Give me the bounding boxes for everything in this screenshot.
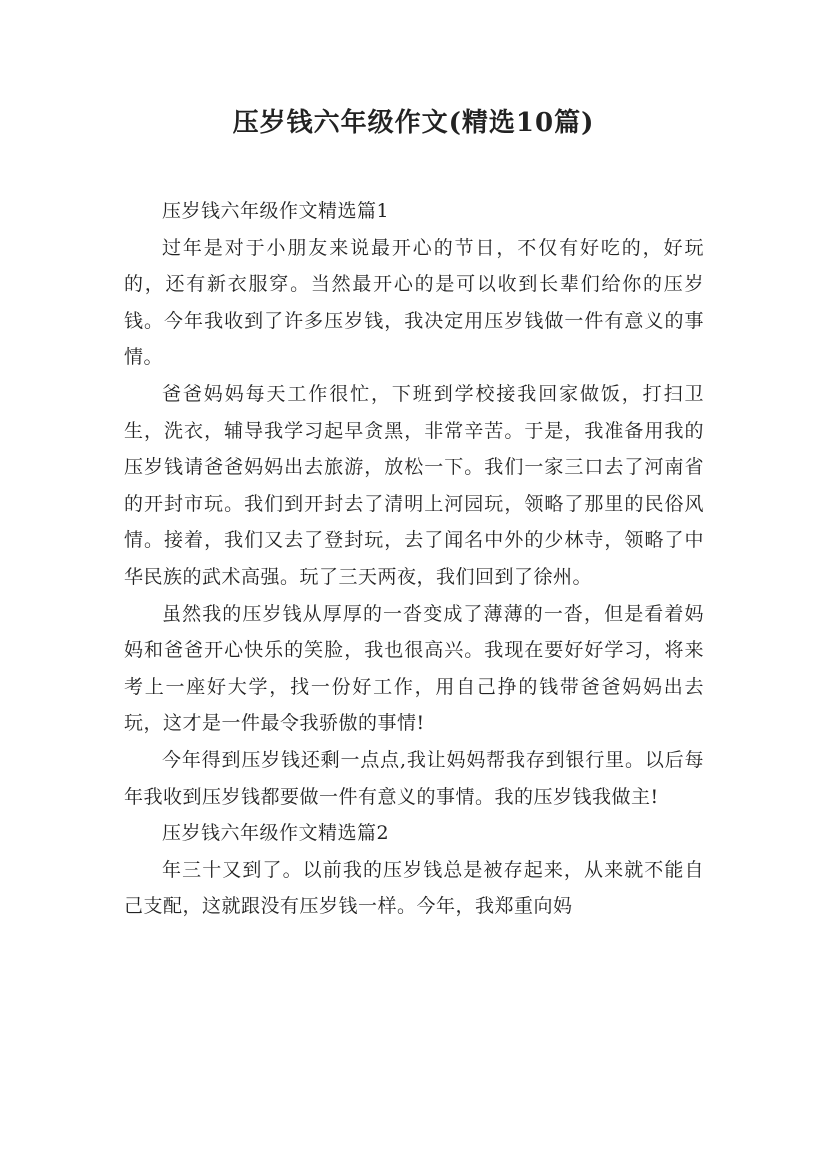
paragraph: 虽然我的压岁钱从厚厚的一沓变成了薄薄的一沓，但是看着妈妈和爸爸开心快乐的笑脸，我也很高兴。我现在要好好学习，将来考上一座好大学，找一份好工作，用自己挣的钱带爸爸妈妈出去玩，这才是一件最令我骄傲的事情! [124,602,704,735]
paragraph: 年三十又到了。以前我的压岁钱总是被存起来，从来就不能自己支配，这就跟没有压岁钱一样。今年，我郑重向妈 [124,858,704,918]
document-title: 压岁钱六年级作文(精选10篇) [232,108,595,138]
paragraph: 今年得到压岁钱还剩一点点,我让妈妈帮我存到银行里。以后每年我收到压岁钱都要做一件有意义的事情。我的压岁钱我做主! [124,748,704,808]
paragraph: 爸爸妈妈每天工作很忙，下班到学校接我回家做饭，打扫卫生，洗衣，辅导我学习起早贪黑，非常辛苦。于是，我准备用我的压岁钱请爸爸妈妈出去旅游，放松一下。我们一家三口去了河南省的开封市玩。我们到开封去了清明上河园玩，领略了那里的民俗风情。接着，我们又去了登封玩，去了闻名中外的少林寺，领略了中华民族的武术高强。玩了三天两夜，我们回到了徐州。 [124,382,704,588]
document-body [124,193,704,925]
section-heading: 压岁钱六年级作文精选篇1 [162,200,390,222]
section-heading: 压岁钱六年级作文精选篇2 [162,822,390,845]
paragraph: 过年是对于小朋友来说最开心的节日，不仅有好吃的，好玩的，还有新衣服穿。当然最开心的是可以收到长辈们给你的压岁钱。今年我收到了许多压岁钱，我决定用压岁钱做一件有意义的事情。 [124,236,704,369]
